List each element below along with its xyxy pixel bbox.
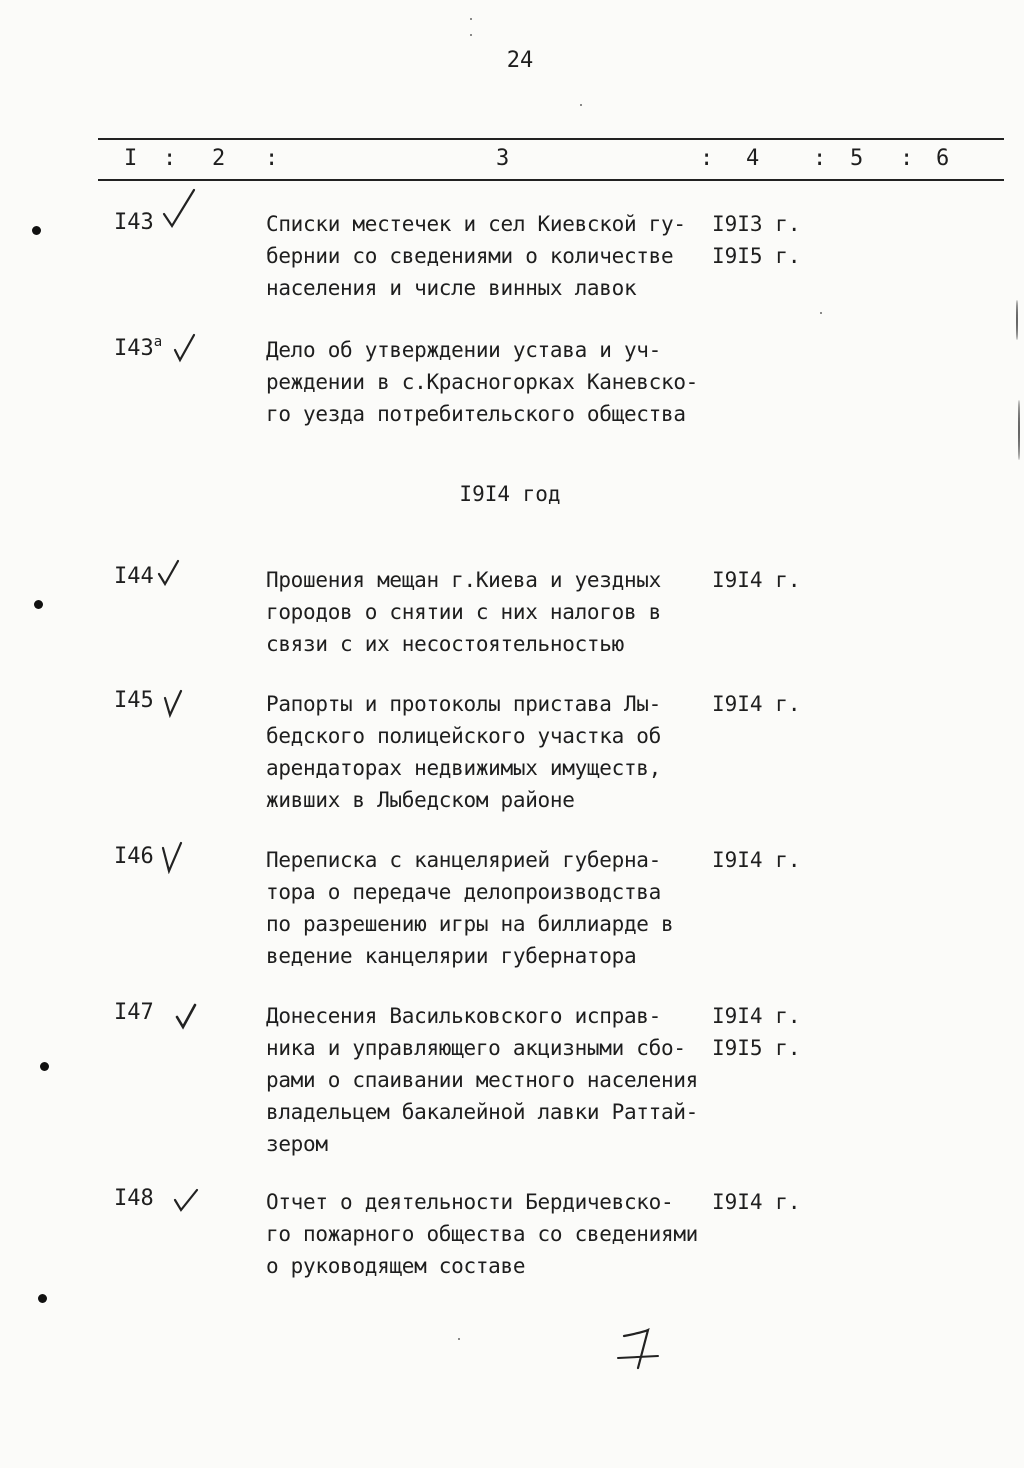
title-line: го уезда потребительского общества: [266, 402, 686, 426]
column-header-3: 3: [496, 146, 510, 171]
record-number: I45: [114, 688, 154, 713]
column-separator: :: [700, 146, 714, 171]
record-title: [266, 1000, 736, 1160]
title-line: владельцем бакалейной лавки Раттай-: [266, 1100, 699, 1124]
paper-speck: [820, 312, 822, 314]
title-line: Отчет о деятельности Бердичевско-: [266, 1190, 674, 1214]
record-title: [266, 688, 736, 816]
date-line: I9I4 г.: [712, 1004, 801, 1028]
record-title: [266, 844, 736, 972]
title-line: Дело об утверждении устава и уч-: [266, 338, 661, 362]
section-heading-year: I9I4 год: [459, 482, 561, 506]
record-number: I43: [114, 210, 154, 235]
title-line: зером: [266, 1132, 328, 1156]
checkmark-icon: [160, 840, 184, 874]
column-header-1: I: [124, 146, 138, 171]
checkmark-icon: [172, 1186, 200, 1214]
title-line: Списки местечек и сел Киевской гу-: [266, 212, 686, 236]
title-line: го пожарного общества со сведениями: [266, 1222, 699, 1246]
handwritten-mark-icon: [614, 1328, 664, 1372]
checkmark-icon: [156, 558, 182, 588]
date-line: I9I4 г.: [712, 692, 801, 716]
title-line: бедского полицейского участка об: [266, 724, 661, 748]
column-header-4: 4: [746, 146, 760, 171]
date-line: I9I5 г.: [712, 1036, 801, 1060]
punch-hole: [32, 226, 41, 235]
paper-edge-mark: [1016, 300, 1018, 340]
title-line: городов о снятии с них налогов в: [266, 600, 661, 624]
column-header-6: 6: [936, 146, 950, 171]
checkmark-icon: [160, 186, 200, 232]
title-line: рами о спаивании местного населения: [266, 1068, 699, 1092]
record-number: I47: [114, 1000, 154, 1025]
column-header-2: 2: [212, 146, 226, 171]
title-line: связи с их несостоятельностью: [266, 632, 624, 656]
record-number: $I43^а$: [114, 334, 163, 361]
title-line: Прошения мещан г.Киева и уездных: [266, 568, 661, 592]
date-line: I9I3 г.: [712, 212, 801, 236]
record-title: [266, 334, 736, 430]
date-line: I9I4 г.: [712, 568, 801, 592]
title-line: ника и управляющего акцизными сбо-: [266, 1036, 686, 1060]
title-line: арендаторах недвижимых имуществ,: [266, 756, 661, 780]
checkmark-icon: [162, 688, 184, 718]
page-number: 24: [506, 48, 534, 73]
record-title: [266, 208, 736, 304]
paper-speck: [470, 34, 472, 36]
title-line: реждении в с.Красногорках Каневско-: [266, 370, 699, 394]
record-title: [266, 1186, 736, 1282]
checkmark-icon: [172, 332, 198, 364]
title-line: тора о передаче делопроизводства: [266, 880, 661, 904]
paper-speck: [470, 18, 472, 20]
title-line: населения и числе винных лавок: [266, 276, 637, 300]
column-separator: :: [265, 146, 279, 171]
record-dates: [712, 564, 822, 596]
title-line: по разрешению игры на биллиарде в: [266, 912, 674, 936]
date-line: I9I4 г.: [712, 1190, 801, 1214]
record-dates: [712, 1186, 822, 1218]
column-header-5: 5: [850, 146, 864, 171]
title-line: Переписка с канцелярией губерна-: [266, 848, 661, 872]
title-line: Рапорты и протоколы пристава Лы-: [266, 692, 661, 716]
punch-hole: [38, 1294, 47, 1303]
column-separator: :: [813, 146, 827, 171]
punch-hole: [34, 600, 43, 609]
punch-hole: [40, 1062, 49, 1071]
column-separator: :: [163, 146, 177, 171]
column-separator: :: [900, 146, 914, 171]
date-line: I9I4 г.: [712, 848, 801, 872]
record-dates: [712, 1000, 822, 1064]
title-line: о руководящем составе: [266, 1254, 526, 1278]
paper-edge-mark: [1018, 400, 1020, 460]
paper-speck: [580, 104, 582, 106]
header-rule-top: [98, 138, 1004, 140]
checkmark-icon: [174, 1002, 198, 1030]
date-line: I9I5 г.: [712, 244, 801, 268]
title-line: Донесения Васильковского исправ-: [266, 1004, 661, 1028]
title-line: ведение канцелярии губернатора: [266, 944, 637, 968]
record-number: I44: [114, 564, 154, 589]
record-number: I46: [114, 844, 154, 869]
record-dates: [712, 208, 822, 272]
paper-speck: [458, 1338, 460, 1340]
record-dates: [712, 844, 822, 876]
record-number: I48: [114, 1186, 154, 1211]
title-line: живших в Лыбедском районе: [266, 788, 575, 812]
record-title: [266, 564, 736, 660]
record-dates: [712, 688, 822, 720]
title-line: бернии со сведениями о количестве: [266, 244, 674, 268]
header-rule-bottom: [98, 179, 1004, 181]
